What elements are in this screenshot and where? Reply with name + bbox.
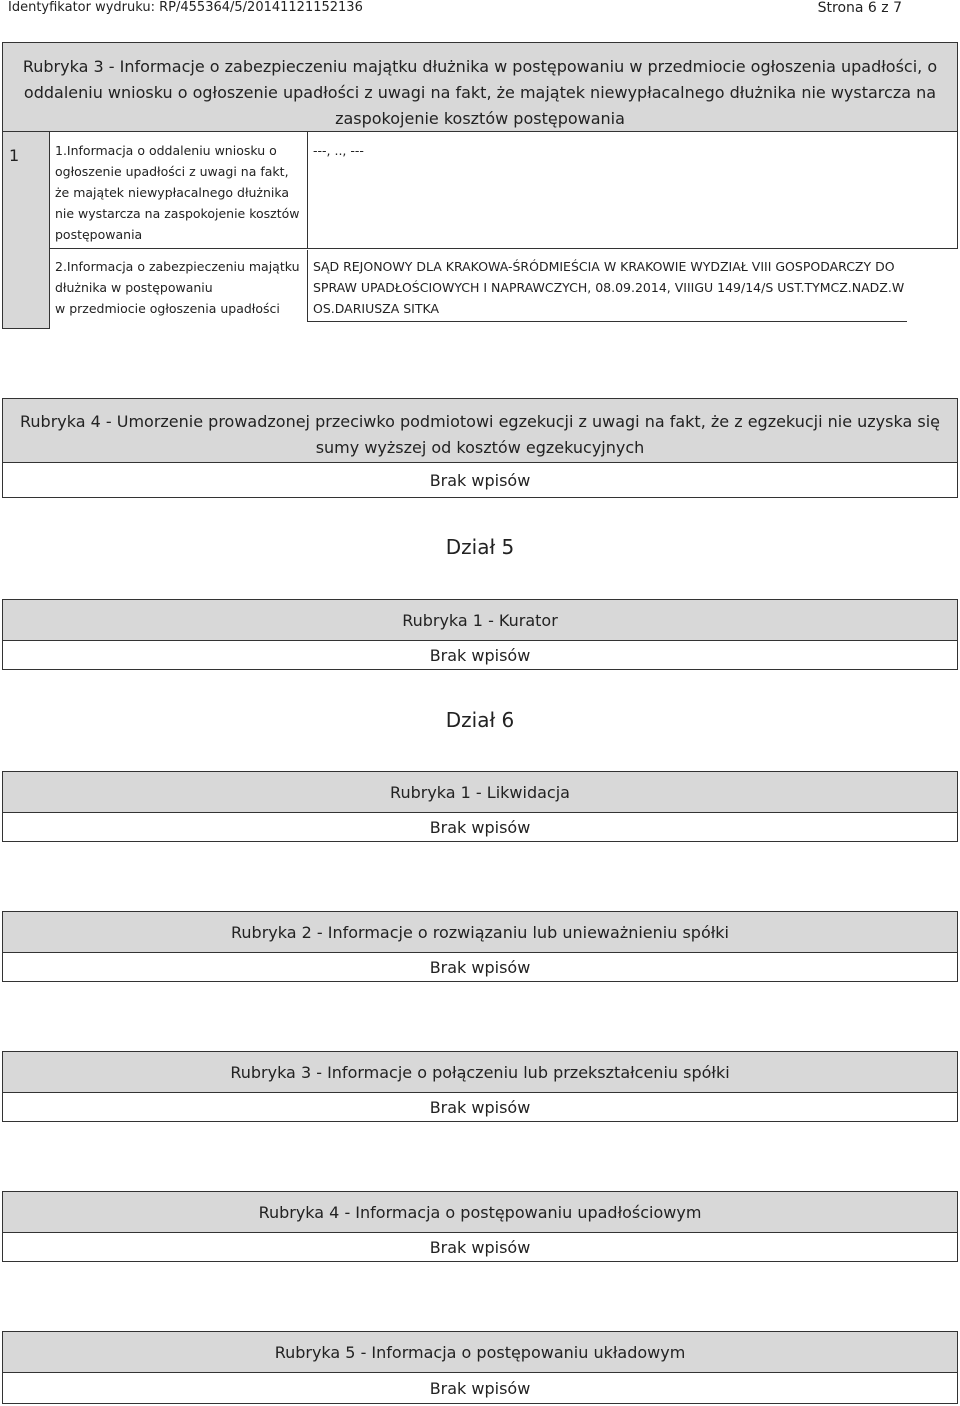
- divider: [307, 321, 907, 322]
- dzial6-rubryka4-header: Rubryka 4 - Informacja o postępowaniu upadłościowym: [2, 1191, 958, 1233]
- divider: [307, 131, 308, 249]
- field2-value-line: OS.DARIUSZA SITKA: [313, 301, 440, 316]
- field2-value: [313, 256, 953, 319]
- field1-label-line: postępowania: [55, 227, 143, 242]
- print-identifier: Identyfikator wydruku: RP/455364/5/20141121152136: [8, 0, 363, 15]
- field1-label-line: że majątek niewypłacalnego dłużnika: [55, 185, 290, 200]
- field2-label-line: 2.Informacja o zabezpieczeniu majątku: [55, 259, 300, 274]
- divider: [957, 131, 958, 249]
- dzial6-rubryka1-header: Rubryka 1 - Likwidacja: [2, 771, 958, 813]
- row-number: 1: [9, 146, 20, 165]
- field1-label-line: nie wystarcza na zaspokojenie kosztów: [55, 206, 300, 221]
- field1-label: [55, 140, 305, 245]
- divider: [307, 250, 308, 322]
- row-number-cell: [2, 131, 50, 329]
- field2-label-line: dłużnika w postępowaniu: [55, 280, 213, 295]
- dzial6-rubryka5-empty: Brak wpisów: [2, 1372, 958, 1404]
- dzial5-rubryka1-header: Rubryka 1 - Kurator: [2, 599, 958, 641]
- dzial6-rubryka3-header: Rubryka 3 - Informacje o połączeniu lub przekształceniu spółki: [2, 1051, 958, 1093]
- print-header: [0, 0, 960, 20]
- rubryka4-title-line2: sumy wyższej od kosztów egzekucyjnych: [315, 438, 645, 457]
- section-title: Dział 6: [445, 708, 515, 732]
- dzial6-rubryka5-header: Rubryka 5 - Informacja o postępowaniu układowym: [2, 1331, 958, 1373]
- field1-label-line: 1.Informacja o oddaleniu wniosku o: [55, 143, 277, 158]
- field2-label: [55, 256, 305, 319]
- rubryka3-title-line1: Rubryka 3 - Informacje o zabezpieczeniu majątku dłużnika w postępowaniu w przedmiocie ogłoszenia upadłości, o: [22, 57, 938, 76]
- page-number: Strona 6 z 7: [817, 0, 902, 16]
- dzial6-rubryka2-header: Rubryka 2 - Informacje o rozwiązaniu lub unieważnieniu spółki: [2, 911, 958, 953]
- dzial6-rubryka2-empty: Brak wpisów: [2, 952, 958, 982]
- dzial6-rubryka1-empty: Brak wpisów: [2, 812, 958, 842]
- rubryka4-empty: Brak wpisów: [2, 462, 958, 498]
- field2-label-line: w przedmiocie ogłoszenia upadłości: [55, 301, 280, 316]
- rubryka3-title-line3: zaspokojenie kosztów postępowania: [335, 109, 625, 128]
- rubryka3-title-line2: oddaleniu wniosku o ogłoszenie upadłości z uwagi na fakt, że majątek niewypłacalnego dłużnika nie wystarcza na: [23, 83, 937, 102]
- field2-value-line: SPRAW UPADŁOŚCIOWYCH I NAPRAWCZYCH, 08.09.2014, VIIIGU 149/14/S UST.TYMCZ.NADZ.W: [313, 280, 905, 295]
- section-title: Dział 5: [445, 535, 515, 559]
- field1-label-line: ogłoszenie upadłości z uwagi na fakt,: [55, 164, 289, 179]
- dzial6-rubryka3-empty: Brak wpisów: [2, 1092, 958, 1122]
- divider: [49, 248, 958, 249]
- rubryka3-header: [2, 42, 958, 132]
- dzial5-rubryka1-empty: Brak wpisów: [2, 640, 958, 670]
- field1-value: ---, .., ---: [313, 143, 364, 158]
- dzial6-rubryka4-empty: Brak wpisów: [2, 1232, 958, 1262]
- rubryka4-title-line1: Rubryka 4 - Umorzenie prowadzonej przeciwko podmiotowi egzekucji z uwagi na fakt, że z egzekucji nie uzyska się: [20, 412, 940, 431]
- field2-value-line: SĄD REJONOWY DLA KRAKOWA-ŚRÓDMIEŚCIA W KRAKOWIE WYDZIAŁ VIII GOSPODARCZY DO: [313, 259, 895, 274]
- rubryka4-header: [2, 398, 958, 463]
